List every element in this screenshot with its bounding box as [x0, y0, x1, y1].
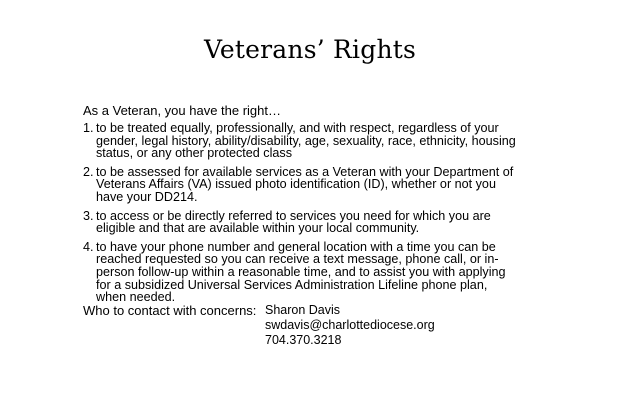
right-text-line: to have your phone number and general location with a time you can be [96, 239, 496, 254]
right-text-line: status, or any other protected class [96, 146, 293, 161]
intro-text: As a Veteran, you have the right… [83, 103, 282, 118]
right-text-line: reached requested so you can receive a text message, phone call, or in- [96, 252, 499, 267]
right-item-4 [83, 241, 543, 304]
right-text-line: Veterans Affairs (VA) issued photo identification (ID), whether or not you [96, 177, 496, 192]
right-number: 4. [83, 239, 94, 254]
right-number: 1. [83, 121, 94, 135]
right-text [96, 241, 543, 304]
right-text-line: when needed. [96, 290, 176, 305]
contact-phone: 704.370.3218 [265, 333, 342, 347]
right-text-line: to be treated equally, professionally, and with respect, regardless of your [96, 121, 499, 135]
right-text [96, 166, 543, 204]
contact-details [265, 303, 435, 348]
right-text-line: eligible and that are available within your local community. [96, 221, 420, 236]
right-item-1 [83, 122, 543, 160]
right-text [96, 210, 543, 235]
right-text-line: gender, legal history, ability/disability, age, sexuality, race, ethnicity, housing [96, 133, 516, 148]
right-number: 3. [83, 208, 94, 223]
right-item-3 [83, 210, 543, 235]
right-text [96, 122, 543, 160]
right-number: 2. [83, 164, 94, 179]
page-title: Veterans’ Rights [203, 35, 417, 64]
right-text-line: to access or be directly referred to services you need for which you are [96, 208, 491, 223]
right-text-line: to be assessed for available services as a Veteran with your Department of [96, 164, 514, 179]
rights-list [83, 122, 543, 310]
right-text-line: have your DD214. [96, 189, 198, 204]
contact-email: swdavis@charlottediocese.org [265, 318, 435, 332]
right-text-line: person follow-up within a reasonable time, and to assist you with applying [96, 264, 506, 279]
right-item-2 [83, 166, 543, 204]
right-text-line: for a subsidized Universal Services Administration Lifeline phone plan, [96, 277, 488, 292]
contact-label: Who to contact with concerns: [83, 303, 257, 318]
contact-name: Sharon Davis [265, 303, 341, 317]
